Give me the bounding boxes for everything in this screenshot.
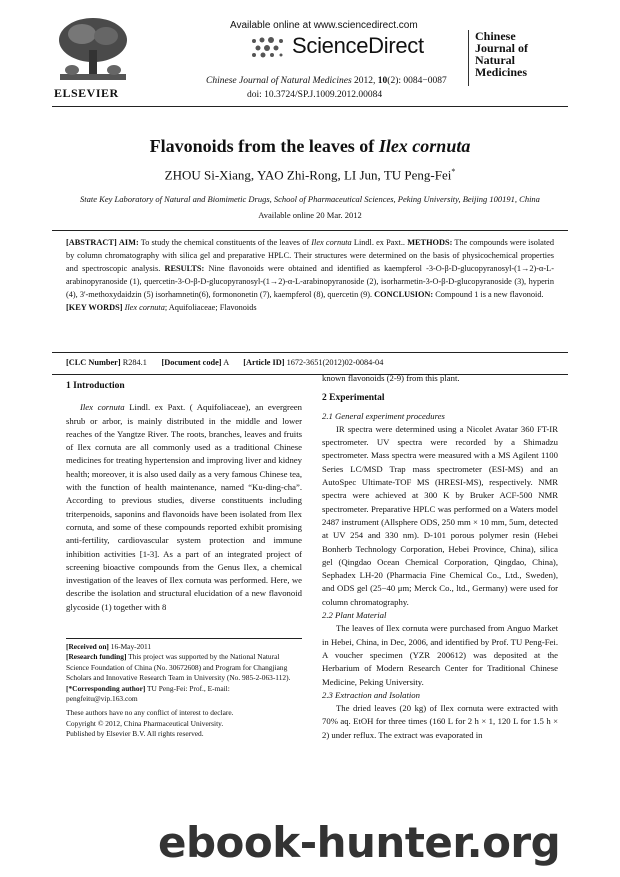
footnotes — [66, 642, 302, 740]
publisher-name: ELSEVIER — [54, 86, 119, 100]
sciencedirect-available-text: Available online at www.sciencedirect.com — [230, 20, 418, 31]
section-2-2-paragraph: The leaves of Ilex cornuta were purchased from Anguo Market in Hebei, China, in Dec, 2006, and identified by Prof. TU Peng-Fei. A voucher specimen (YZR 200612) was deposited at the Herbarium of Modern Research Center for Traditional Chinese Medicine, Peking University. — [322, 623, 558, 687]
clc-label: [CLC Number] — [66, 358, 121, 367]
abstract-divider-top — [52, 230, 568, 231]
journal-box-line: Journal of — [475, 41, 529, 55]
intro-paragraph — [66, 401, 302, 614]
sciencedirect-logo-text: ScienceDirect — [292, 33, 424, 58]
conclusion-text: Compound 1 is a new flavonoid. — [433, 289, 544, 299]
received-label: [Received on] — [66, 642, 109, 651]
authors-text: ZHOU Si-Xiang, YAO Zhi-Rong, LI Jun, TU Peng-Fei — [164, 167, 452, 183]
funding-label: [Research funding] — [66, 652, 127, 662]
watermark-text: ebook-hunter.org — [158, 818, 561, 867]
abstract-divider-mid — [52, 352, 568, 353]
funding-note — [66, 652, 302, 683]
received-date: 16-May-2011 — [108, 642, 152, 651]
copyright-note: Copyright © 2012, China Pharmaceutical University. — [66, 718, 224, 728]
aim-text: To study the chemical constituents of the leaves of — [138, 238, 312, 247]
title-species: Ilex cornuta — [378, 136, 471, 156]
elsevier-tree-logo — [52, 14, 134, 84]
keywords-text: ; Aquifoliaceae; Flavonoids — [164, 302, 257, 312]
article-id-label: [Article ID] — [243, 358, 285, 367]
clc-value: R284.1 — [120, 358, 147, 367]
corresponding-note — [66, 684, 302, 705]
affiliation: State Key Laboratory of Natural and Biomimetic Drugs, School of Pharmaceutical Sciences, Peking University, Beijing 100191, China — [80, 194, 540, 204]
document-code-label: [Document code] — [161, 358, 222, 367]
funding-text: This project was supported by the National Natural Science Foundation of China (No. 30672608) and Program for Changjiang Scholars and Innovative Research Team in University (No. 985-2-063-112). — [66, 652, 291, 683]
doi-line: doi: 10.3724/SP.J.1009.2012.00084 — [247, 90, 383, 100]
results-text: Nine flavonoids were obtained and identified as kaempferol -3-O-β-D-glucopyranosyl-(1→2)-α-L-arabinopyranoside (1), quercetin-3-O-β-D-glucopyranosyl-(1→2)-α-L-arabinopyranoside (2), isorharmetin-3-O-β-D-glucopyranoside (3), hyperin (4), 3'-methoxydaidzin (5) isorhamnetin(6), formononetin (7), kaempferol (8), quercetin (9). — [66, 263, 554, 299]
results-label: RESULTS: — [164, 263, 205, 273]
available-online-date: Available online 20 Mar. 2012 — [258, 210, 362, 220]
corresponding-mark: * — [451, 167, 456, 176]
abstract-block — [66, 237, 554, 314]
intro-heading: 1 Introduction — [66, 381, 125, 391]
sciencedirect-dots-icon — [248, 36, 288, 58]
author-list — [0, 167, 620, 183]
footnote-divider — [66, 638, 302, 639]
aim-species: Ilex cornuta — [311, 238, 352, 247]
title-text: Flavonoids from the leaves of — [149, 136, 379, 156]
continued-text: known flavonoids (2-9) from this plant. — [322, 373, 460, 383]
keywords-species: Ilex cornuta — [124, 302, 165, 312]
keywords-label: [KEY WORDS] — [66, 302, 123, 312]
right-column — [322, 372, 558, 742]
journal-title-box — [468, 30, 571, 86]
journal-pages: (2): 0084−0087 — [387, 76, 447, 86]
intro-species: Ilex cornuta — [80, 402, 125, 413]
subsection-2-2-heading: 2.2 Plant Material — [322, 610, 387, 621]
aim-text-end: Lindl. ex Paxt.. — [351, 238, 408, 247]
received-note — [66, 642, 302, 652]
corresponding-text: TU Peng-Fei: Prof., E-mail: pengfeitu@vip.163.com — [66, 683, 230, 704]
intro-text: Lindl. ex Paxt. ( Aquifoliaceae), an evergreen shrub or arbor, is mainly distributed in the middle and lower reaches of the Yangtze River. The roots, branches, leaves and fruits of Ilex cornuta are all commonly used as a traditional Chinese medicines for treating hypertension and improving liver and kidney health; moreover, it is also used daily as a very famous Chinese tea, with the function of health maintenance, named “Ku-ding-cha”. According to previous studies, diverse constituents including triterpenoids, saponins and flavonoids have been isolated from Ilex cornuta, and some of these compounds reported exhibit promising anti-fertility, cardiovascular system protection and immune inhibition activities [1-3]. As a part of an integrated project of screening bioactive compounds from the Genus Ilex, a chemical investigation of the leaves of Ilex cornuta was performed. Here, we describe the isolation and structural elucidation of a new flavonoid glycoside (1) together with 8 — [66, 402, 303, 612]
journal-year: 2012, — [351, 76, 378, 86]
methods-label: METHODS: — [407, 238, 453, 247]
classification-line — [66, 358, 566, 367]
left-column — [66, 380, 302, 614]
section-2-3-paragraph: The dried leaves (20 kg) of Ilex cornuta were extracted with 70% aq. EtOH for three times (160 L for 2 h × 1, 120 L for 1.5 h × 2) under reflux. The extract was evaporated in — [322, 703, 558, 740]
document-code-value: A — [221, 358, 229, 367]
abstract-label: [ABSTRACT] — [66, 238, 117, 247]
experimental-heading: 2 Experimental — [322, 393, 385, 404]
journal-reference — [206, 76, 447, 86]
aim-label: AIM: — [118, 238, 139, 247]
conclusion-label: CONCLUSION: — [374, 289, 434, 299]
subsection-2-1-heading: 2.1 General experiment procedures — [322, 410, 445, 421]
corresponding-label: [*Corresponding author] — [66, 683, 146, 693]
conflict-note: These authors have no any conflict of interest to declare. — [66, 708, 234, 718]
header-divider — [52, 106, 568, 107]
published-note: Published by Elsevier B.V. All rights reserved. — [66, 729, 204, 739]
journal-box-line: Chinese — [475, 29, 516, 43]
section-2-1-paragraph: IR spectra were determined using a Nicolet Avatar 360 FT-IR spectrometer. UV spectra were recorded by a Shimadzu spectrometer. Mass spectra were measured with a MS Agilent 1100 Series LC/MSD Trap mass spectrometer (ESI-MS) and an AutoSpec Ultimate-TOF MS (HRESI-MS), respectively. NMR spectra were achieved at 300 K by Bruker ACF-500 NMR spectrometer. Preparative HPLC was performed on a Waters model 2487 instrument (Allsphere ODS, 250 mm × 10 mm, 5um, detected at UV 254 and 330 nm). D-101 porous polymer resin (Hebei Bonherb Technology Corporation, Hebei Province, China), silica gel (Qingdao Ocean Chemical Corporation, Qingdao, China), Sephadex LH-20 (Pharmacia Fine Chemical Co., Ltd., Sweden), and ODS gel (25−40 μm; Merck Co., ltd., Germany) were used for column chromatography. — [322, 423, 558, 607]
subsection-2-3-heading: 2.3 Extraction and Isolation — [322, 689, 420, 700]
paper-title — [0, 136, 620, 157]
journal-volume: 10 — [377, 76, 388, 86]
journal-box-line: Natural — [475, 53, 515, 67]
journal-name: Chinese Journal of Natural Medicines — [206, 76, 352, 86]
article-id-value: 1672-3651(2012)02-0084-04 — [284, 358, 384, 367]
journal-box-line: Medicines — [475, 65, 527, 79]
methods-text: The compounds were isolated by column chromatography with silica gel and preparative HPLC. Their structures were determined on the basis of physicochemical properties and spectroscopic analysis. — [66, 238, 554, 273]
